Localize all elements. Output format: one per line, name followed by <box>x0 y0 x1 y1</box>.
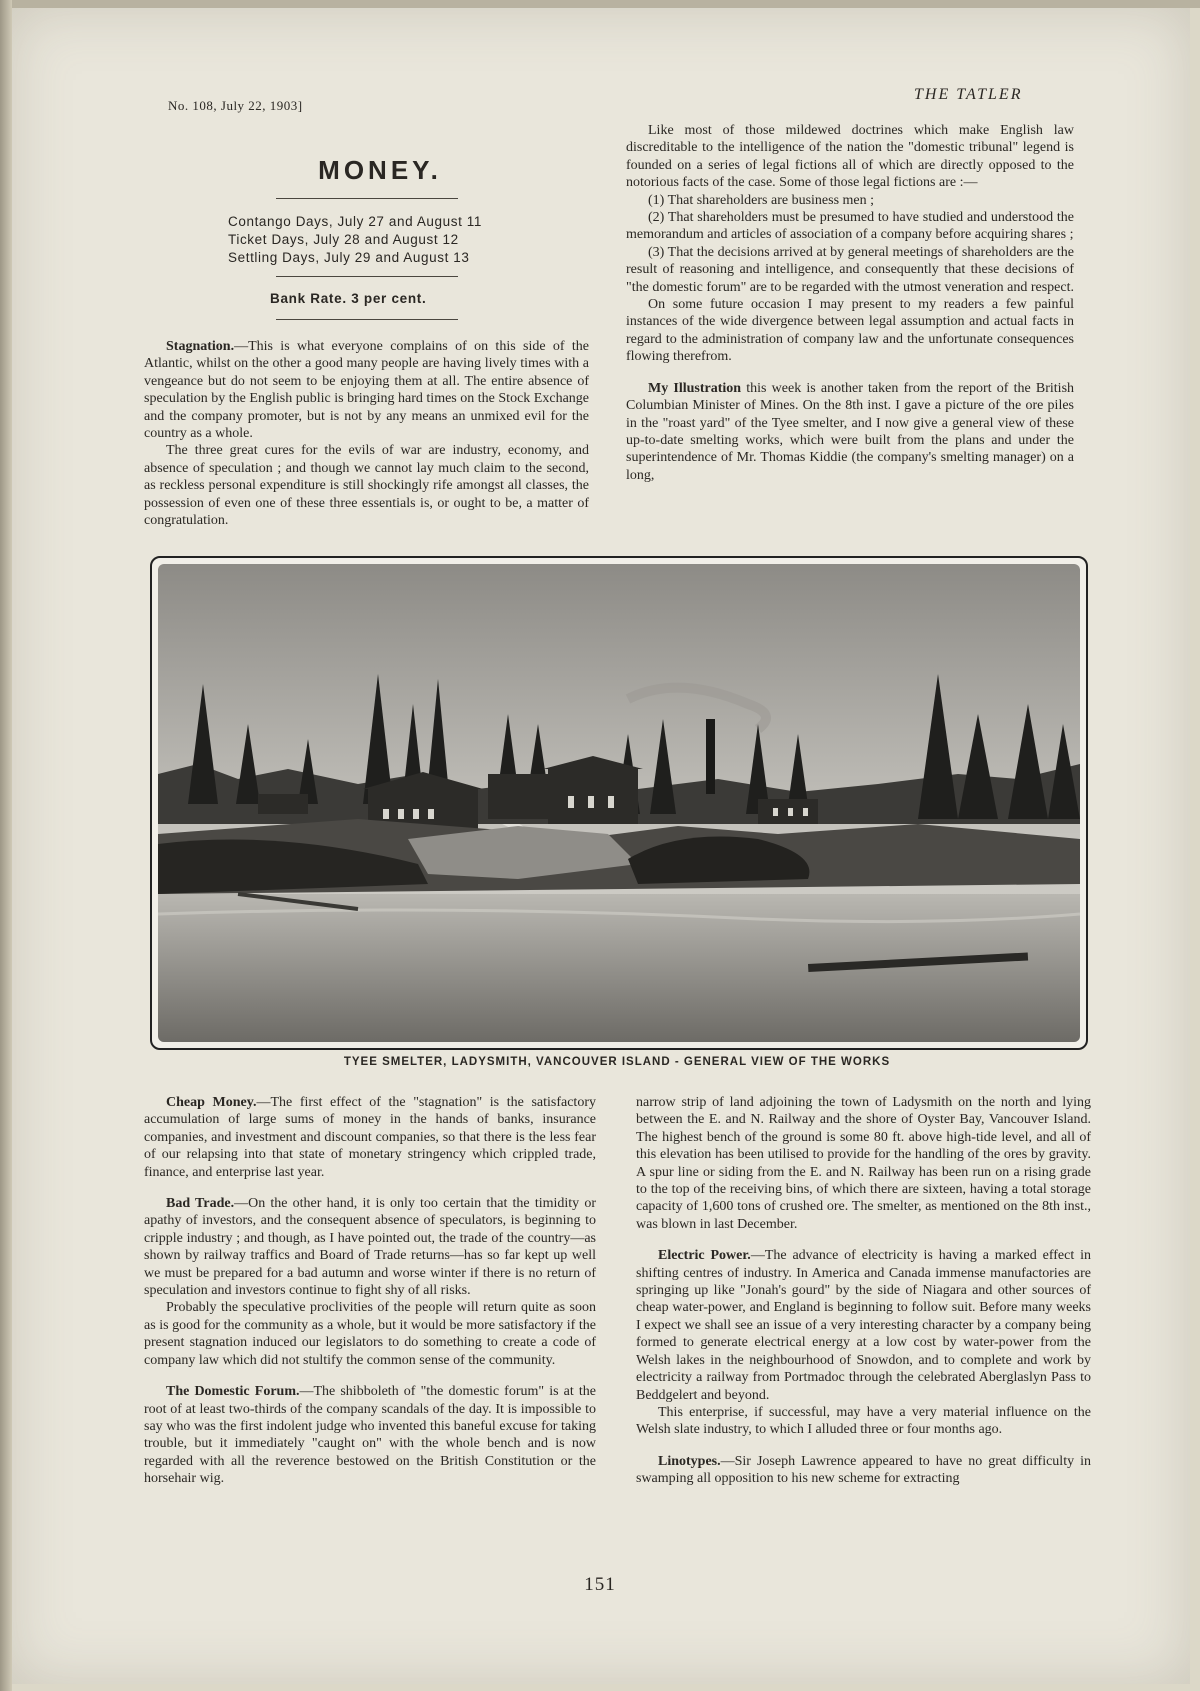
paragraph-cheap-money: Cheap Money.—The first effect of the "stagnation" is the satisfactory accumulation of large sums of money in the hands of banks, insurance companies, and investment and discount companies, so that there is the less fear of our relapsing into that state of monetary stringency which crippled trade, finance, and enterprise last year. <box>144 1095 596 1180</box>
left-column-top <box>144 338 589 529</box>
days-rule <box>276 276 458 277</box>
settling-days: Settling Days, July 29 and August 13 <box>228 250 470 265</box>
lead-bad-trade: Bad Trade. <box>166 1196 235 1212</box>
photo-caption: TYEE SMELTER, LADYSMITH, VANCOUVER ISLAND - GENERAL VIEW OF THE WORKS <box>343 1056 891 1068</box>
bank-rate-rule <box>276 319 458 320</box>
paragraph-enterprise: This enterprise, if successful, may have a very material influence on the Welsh slate industry, to which I alluded three or four months ago. <box>636 1404 1091 1438</box>
right-column-top <box>626 122 1074 484</box>
issue-line: No. 108, July 22, 1903] <box>168 98 303 113</box>
fiction-2: (2) That shareholders must be presumed to have studied and understood the memorandum and articles of association of a company before acquiring shares ; <box>626 210 1074 243</box>
fiction-3: (3) That the decisions arrived at by general meetings of shareholders are the result of reasoning and intelligence, and consequently that these decisions of "the domestic forum" are to be regarded with the utmost veneration and respect. <box>626 244 1074 295</box>
paragraph-domestic-forum: The Domestic Forum.—The shibboleth of "the domestic forum" is at the root of at least two-thirds of the company scandals of the day. It is impossible to say who was the first indolent judge who invented this baneful excuse for taking trouble, but it immediately "caught on" with the whole bench and is now regarded with all the reverence bestowed on the British Constitution or the horsehair wig. <box>144 1384 596 1487</box>
right-column-bottom <box>636 1094 1091 1488</box>
lead-illustration: My Illustration <box>648 380 742 396</box>
photo-frame <box>150 556 1088 1050</box>
ticket-days: Ticket Days, July 28 and August 12 <box>228 232 459 247</box>
paragraph-bad-trade: Bad Trade.—On the other hand, it is only too certain that the timidity or apathy of investors, and the consequent absence of speculators, is beginning to cripple industry ; and though, as I have pointed out, the trade of the country—as shown by railway traffics and Board of Trade returns—has so far kept up well we must be prepared for a bad autumn and worse winter if there is no return of speculation and investors continue to fight shy of all risks. <box>144 1196 596 1299</box>
smelter-photograph <box>158 564 1080 1042</box>
paragraph-narrow-strip: narrow strip of land adjoining the town of Ladysmith on the north and lying between the E. and N. Railway and the shore of Oyster Bay, Vancouver Island. The highest bench of the ground is some 80 ft. above high-tide level, and all of this elevation has been utilised to provide for the handling of the ores by gravity. A spur line or siding from the E. and N. Railway has been run on a rising grade to the top of the receiving bins, of which there are sixteen, having a total storage capacity of 1,600 tons of crushed ore. The smelter, as mentioned on the 8th inst., was blown in last December. <box>636 1095 1091 1232</box>
smelter-photo-illustration <box>158 564 1080 1042</box>
paragraph-legal-fictions: Like most of those mildewed doctrines which make English law discreditable to the intelligence of the nation the "domestic tribunal" legend is founded on a series of legal fictions all of which are directly opposed to the notorious facts of the case. Some of those legal fictions are :— <box>626 123 1074 191</box>
paragraph-future: On some future occasion I may present to my readers a few painful instances of the wide divergence between legal assumption and actual facts in regard to the administration of company law and the unfortunate consequences flowing therefrom. <box>626 297 1074 365</box>
left-column-bottom <box>144 1094 596 1488</box>
binding-edge <box>0 0 12 1691</box>
settlement-days <box>228 213 482 267</box>
bank-rate: Bank Rate. 3 per cent. <box>270 291 427 306</box>
paragraph-probably: Probably the speculative proclivities of the people will return quite as soon as is good for the community as a whole, but it would be more satisfactory if the present stagnation induced our legislators to do something to create a code of company law which did not stultify the common sense of the community. <box>144 1300 596 1368</box>
page-number: 151 <box>584 1574 616 1595</box>
paragraph-electric-power: Electric Power.—The advance of electricity is having a marked effect in shifting centres of industry. In America and Canada immense manufactories are springing up like "Jonah's gourd" by the side of Niagara and other sources of cheap water-power, and England is beginning to follow suit. Before many weeks I expect we shall see an issue of a very interesting character by a company being formed to generate electrical energy at a low cost by water-power from the Welsh lakes in the neighbourhood of Snowdon, and to complete and work by electricity a railway from Portmadoc through the celebrated Aberglaslyn Pass to Beddgelert and beyond. <box>636 1248 1091 1403</box>
fiction-1: (1) That shareholders are business men ; <box>648 192 875 208</box>
paragraph-cures: The three great cures for the evils of war are industry, economy, and absence of speculation ; and though we cannot lay much claim to the second, as reckless personal expenditure is still shockingly rife amongst all classes, the possession of even one of these three essentials is, or ought to be, a matter of congratulation. <box>144 443 589 529</box>
lead-electric-power: Electric Power. <box>658 1248 751 1264</box>
contango-days: Contango Days, July 27 and August 11 <box>228 214 483 229</box>
paragraph-illustration: My Illustration this week is another taken from the report of the British Columbian Minister of Mines. On the 8th inst. I gave a picture of the ore piles in the "roast yard" of the Tyee smelter, and I now give a general view of these up-to-date smelting works, which were built from the plans and under the superintendence of Mr. Thomas Kiddie (the company's smelting manager) on a long, <box>626 380 1075 483</box>
lead-linotypes: Linotypes. <box>658 1453 721 1469</box>
article-title: MONEY. <box>318 155 442 185</box>
paragraph-linotypes: Linotypes.—Sir Joseph Lawrence appeared to have no great difficulty in swamping all opposition to his new scheme for extracting <box>636 1453 1091 1487</box>
title-rule <box>276 198 458 199</box>
paragraph-stagnation: Stagnation.—This is what everyone complains of on this side of the Atlantic, whilst on the other a good many people are having lively times with a vengeance but do not seem to be enjoying them at all. The entire absence of speculation by the English public is bringing hard times on the Stock Exchange and the company promoter, but is not by any means an unmixed evil for the country as a whole. <box>144 339 589 442</box>
masthead: THE TATLER <box>914 86 1023 103</box>
page-top-edge <box>0 0 1200 8</box>
lead-stagnation: Stagnation. <box>166 339 235 354</box>
lead-domestic-forum: The Domestic Forum. <box>166 1384 300 1400</box>
lead-cheap-money: Cheap Money. <box>166 1095 257 1110</box>
